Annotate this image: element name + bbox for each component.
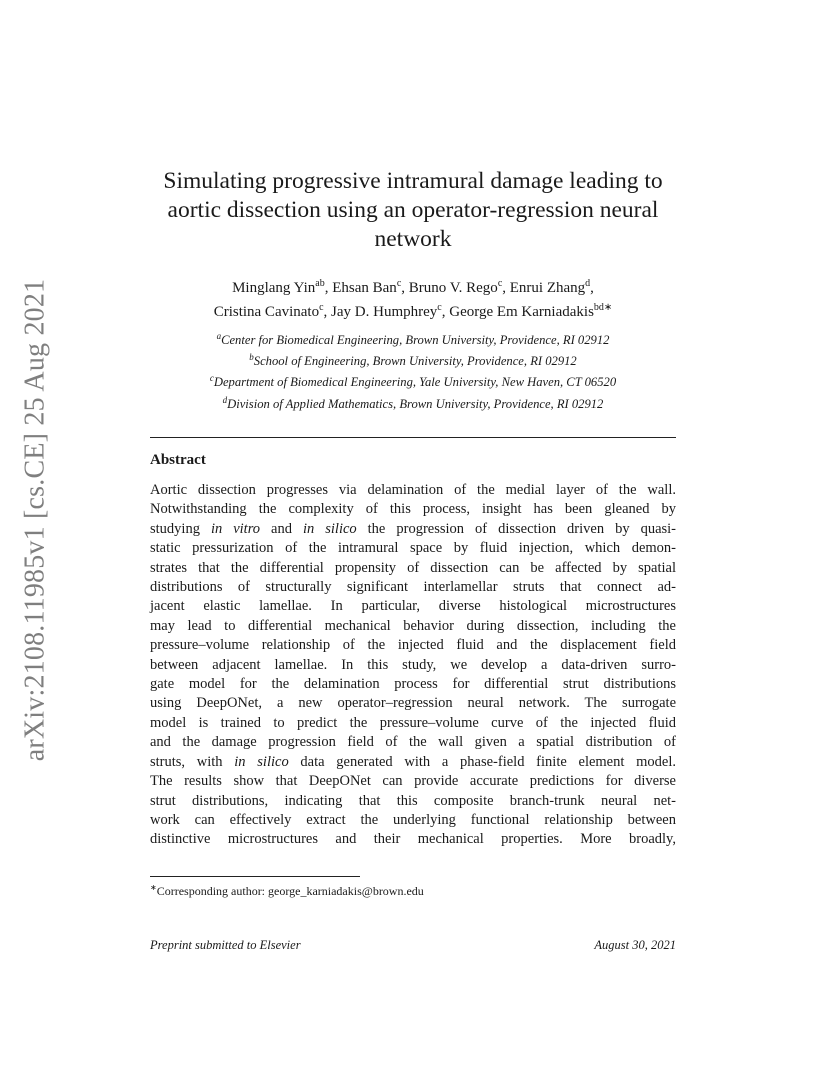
abstract-line bbox=[150, 830, 676, 849]
abstract-text: static pressurization of the intramural space by fluid injection, which demon- bbox=[150, 540, 676, 557]
abstract-text: strates that the differential propensity of dissection can be affected by spatial bbox=[150, 559, 676, 576]
abstract-text: strut distributions, indicating that this composite branch-trunk neural net- bbox=[150, 792, 676, 809]
author bbox=[232, 280, 332, 296]
abstract-body bbox=[150, 481, 676, 850]
author bbox=[409, 280, 510, 296]
affiliation-mark: b bbox=[249, 352, 254, 363]
author bbox=[510, 280, 594, 296]
author-name: Cristina Cavinato bbox=[213, 304, 320, 320]
corresponding-author-footnote bbox=[150, 880, 424, 899]
affiliation-mark: a bbox=[216, 331, 222, 341]
author-affiliation-mark: c bbox=[319, 302, 324, 313]
affiliation bbox=[120, 349, 706, 370]
arxiv-sidebar bbox=[16, 278, 54, 762]
footnote-text: Corresponding author: george_karniadakis@brown.edu bbox=[156, 884, 424, 898]
abstract-line bbox=[150, 636, 676, 655]
abstract-text: model is trained to predict the pressure–volume curve of the injected fluid bbox=[150, 714, 676, 731]
author bbox=[331, 304, 449, 320]
abstract-line bbox=[150, 772, 676, 791]
abstract-text: the progression of dissection driven by quasi- bbox=[356, 520, 677, 537]
abstract-line bbox=[150, 811, 676, 830]
abstract-line bbox=[150, 617, 676, 636]
affiliation-text: Division of Applied Mathematics, Brown University, Providence, RI 02912 bbox=[227, 396, 604, 411]
abstract-line bbox=[150, 539, 676, 558]
affiliation-mark: c bbox=[209, 373, 214, 384]
title-line: network bbox=[374, 226, 452, 252]
preprint-note: Preprint submitted to Elsevier bbox=[150, 938, 301, 952]
abstract-text: struts, with bbox=[150, 753, 235, 770]
footnote-mark: ∗ bbox=[150, 883, 157, 892]
abstract-line bbox=[150, 656, 676, 675]
italic-term: in vitro bbox=[210, 520, 261, 537]
affiliation bbox=[120, 370, 706, 391]
affiliation bbox=[120, 392, 706, 413]
author-name: Jay D. Humphrey bbox=[331, 304, 438, 320]
abstract-text: data generated with a phase-field finite element model. bbox=[288, 753, 676, 770]
abstract-line bbox=[150, 559, 676, 578]
title-divider bbox=[150, 437, 676, 438]
abstract-heading: Abstract bbox=[150, 452, 206, 468]
abstract-text: work can effectively extract the underlying functional relationship between bbox=[150, 811, 676, 828]
abstract-line bbox=[150, 753, 676, 772]
abstract-line bbox=[150, 694, 676, 713]
abstract-text: between adjacent lamellae. In this study, we develop a data-driven surro- bbox=[150, 656, 676, 673]
author bbox=[449, 304, 612, 320]
paper-title bbox=[150, 167, 676, 254]
abstract-line bbox=[150, 792, 676, 811]
author bbox=[332, 280, 409, 296]
title-line: Simulating progressive intramural damage leading to bbox=[163, 168, 663, 194]
author-affiliation-mark: c bbox=[497, 278, 503, 289]
abstract-text: jacent elastic lamellae. In particular, diverse histological microstructures bbox=[150, 598, 676, 615]
author-affiliation-mark: bd∗ bbox=[593, 302, 613, 313]
abstract-text: Notwithstanding the complexity of this process, insight has been gleaned by bbox=[150, 501, 676, 518]
arxiv-identifier: arXiv:2108.11985v1 [cs.CE] 25 Aug 2021 bbox=[19, 278, 50, 762]
footnote-divider bbox=[150, 876, 360, 877]
abstract-line bbox=[150, 675, 676, 694]
affiliation-text: School of Engineering, Brown University, Providence, RI 02912 bbox=[253, 354, 577, 369]
author-list bbox=[130, 274, 696, 322]
abstract-text: distinctive microstructures and their mechanical properties. More broadly, bbox=[150, 831, 676, 848]
abstract-line bbox=[150, 578, 676, 597]
author-separator: , bbox=[401, 280, 409, 296]
author-separator: , bbox=[441, 304, 450, 320]
abstract-text: studying bbox=[150, 520, 211, 537]
author-affiliation-mark: c bbox=[396, 278, 402, 289]
author-affiliation-mark: d bbox=[585, 278, 591, 289]
affiliation-text: Department of Biomedical Engineering, Yale University, New Haven, CT 06520 bbox=[213, 375, 617, 390]
abstract-text: distributions of structurally significant interlamellar struts that connect ad- bbox=[150, 579, 676, 596]
affiliation-mark: d bbox=[222, 394, 228, 405]
author-separator: , bbox=[590, 280, 594, 296]
affiliation bbox=[120, 328, 706, 349]
abstract-text: using DeepONet, a new operator–regression neural network. The surrogate bbox=[150, 695, 676, 712]
author-affiliation-mark: ab bbox=[315, 278, 325, 289]
abstract-text: Aortic dissection progresses via delamination of the medial layer of the wall. bbox=[150, 482, 676, 498]
abstract-line bbox=[150, 520, 676, 539]
abstract-text: The results show that DeepONet can provide accurate predictions for diverse bbox=[150, 773, 676, 790]
abstract-text: and bbox=[260, 520, 303, 537]
author-name: Bruno V. Rego bbox=[408, 280, 498, 296]
title-line: aortic dissection using an operator-regression neural bbox=[167, 197, 659, 223]
italic-term: in silico bbox=[302, 520, 357, 537]
abstract-text: and the damage progression field of the wall given a spatial distribution of bbox=[150, 734, 676, 751]
affiliation-text: Center for Biomedical Engineering, Brown University, Providence, RI 02912 bbox=[221, 333, 610, 348]
abstract-line bbox=[150, 733, 676, 752]
abstract-text: gate model for the delamination process for differential strut distributions bbox=[150, 676, 676, 693]
italic-term: in silico bbox=[234, 753, 289, 770]
author-affiliation-mark: c bbox=[437, 302, 442, 313]
author-name: Enrui Zhang bbox=[509, 280, 586, 296]
author-name: George Em Karniadakis bbox=[449, 304, 594, 320]
author-name: Ehsan Ban bbox=[332, 280, 397, 296]
author-separator: , bbox=[323, 304, 332, 320]
abstract-text: may lead to differential mechanical behavior during dissection, including the bbox=[150, 617, 676, 634]
author bbox=[214, 304, 331, 320]
abstract-line bbox=[150, 500, 676, 519]
author-separator: , bbox=[324, 280, 333, 296]
affiliation-list bbox=[120, 328, 706, 413]
submission-date: August 30, 2021 bbox=[594, 938, 676, 952]
abstract-line bbox=[150, 597, 676, 616]
abstract-text: pressure–volume relationship of the injected fluid and the displacement field bbox=[150, 637, 676, 654]
abstract-line bbox=[150, 481, 676, 500]
author-separator: , bbox=[502, 280, 510, 296]
author-name: Minglang Yin bbox=[232, 280, 316, 296]
abstract-line bbox=[150, 714, 676, 733]
